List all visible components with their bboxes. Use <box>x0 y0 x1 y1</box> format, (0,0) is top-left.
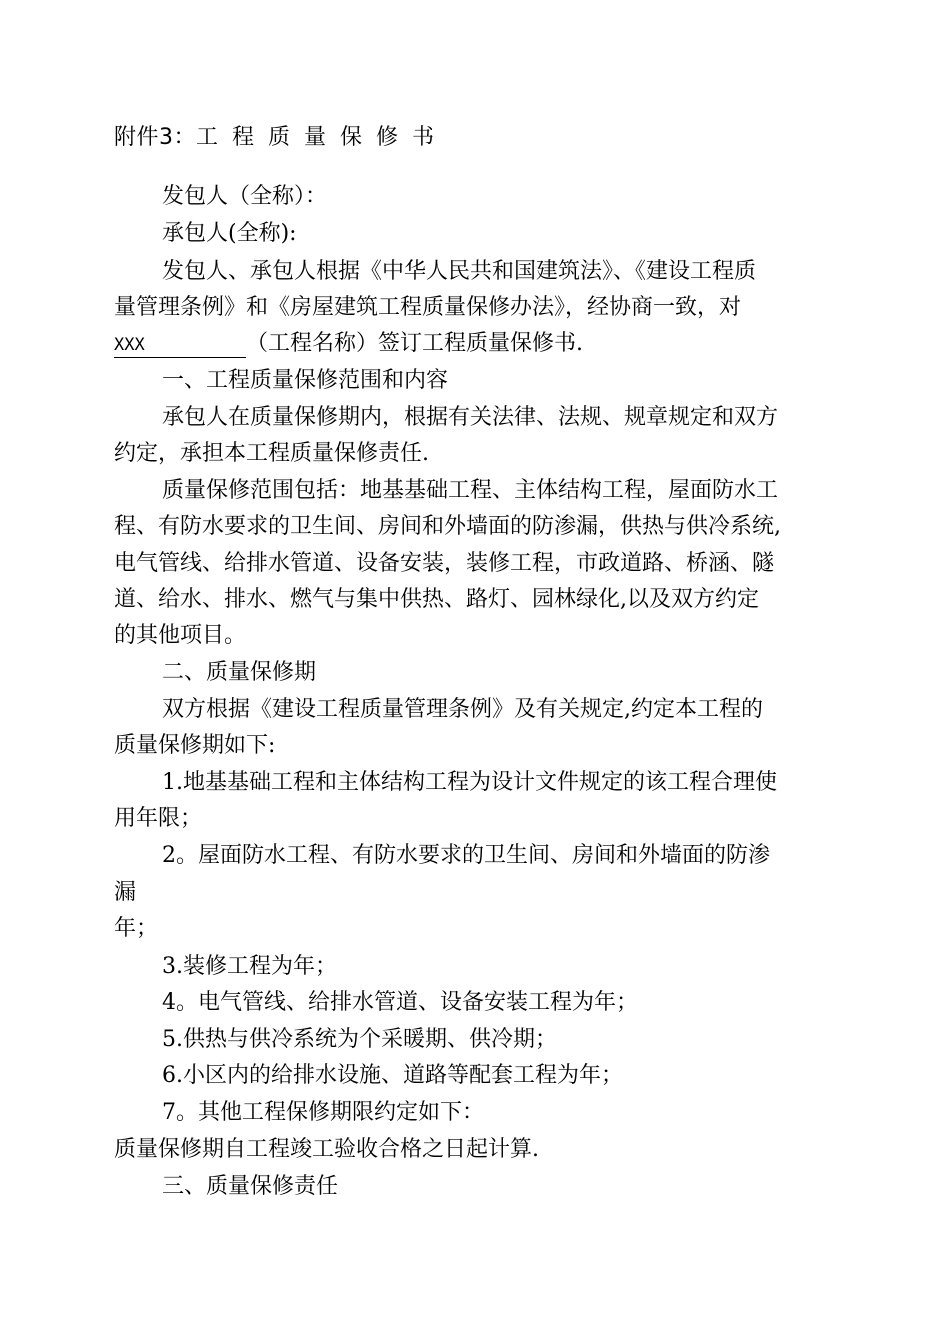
section1-p2-line4: 道、给水、排水、燃气与集中供热、路灯、园林绿化,以及双方约定 <box>114 587 759 612</box>
section2-item2-line3: 年； <box>114 916 159 941</box>
document-title <box>114 124 844 152</box>
section1-p2-line2: 程、有防水要求的卫生间、房间和外墙面的防渗漏，供热与供冷系统, <box>114 514 781 539</box>
section1-p1-line1: 承包人在质量保修期内，根据有关法律、法规、规章规定和双方 <box>162 405 779 430</box>
section2-item3: 3.装修工程为年； <box>162 954 337 979</box>
section2-item2-line2: 漏 <box>114 880 137 905</box>
section1-p1-line2: 约定，承担本工程质量保修责任. <box>114 441 429 466</box>
section1-p2-line1: 质量保修范围包括：地基基础工程、主体结构工程，屋面防水工 <box>162 478 779 503</box>
agreement-line-2: 量管理条例》和《房屋建筑工程质量保修办法》，经协商一致，对 <box>114 295 742 320</box>
section2-intro-line1: 双方根据《建设工程质量管理条例》及有关规定,约定本工程的 <box>162 697 763 722</box>
title-prefix: 附件3： <box>114 125 196 150</box>
section2-item5: 5.供热与供冷系统为个采暖期、供冷期； <box>162 1027 557 1052</box>
agreement-line-1: 发包人、承包人根据《中华人民共和国建筑法》、《建设工程质 <box>162 259 757 284</box>
project-name-blank: XXX <box>114 335 246 358</box>
section1-heading: 一、工程质量保修范围和内容 <box>162 368 449 393</box>
agreement-line-3 <box>114 330 844 358</box>
contractor-name-line: 承包人(全称): <box>162 221 297 246</box>
section3-heading: 三、质量保修责任 <box>162 1174 339 1199</box>
section2-item1-line1: 1.地基基础工程和主体结构工程为设计文件规定的该工程合理使 <box>162 770 777 795</box>
section2-closing: 质量保修期自工程竣工验收合格之日起计算. <box>114 1137 539 1162</box>
section2-item7: 7。其他工程保修期限约定如下： <box>162 1100 484 1125</box>
title-main: 工程质量保修书 <box>196 125 449 150</box>
section2-item1-line2: 用年限； <box>114 806 203 831</box>
section2-heading: 二、质量保修期 <box>162 660 317 685</box>
employer-name-line: 发包人（全称）： <box>162 184 328 209</box>
section2-intro-line2: 质量保修期如下: <box>114 733 276 758</box>
section1-p2-line5: 的其他项目。 <box>114 623 247 648</box>
section2-item2-line1: 2。屋面防水工程、有防水要求的卫生间、房间和外墙面的防渗 <box>162 843 770 868</box>
section2-item4: 4。电气管线、给排水管道、设备安装工程为年； <box>162 990 638 1015</box>
project-line-rest: （工程名称）签订工程质量保修书. <box>246 331 583 356</box>
section2-item6: 6.小区内的给排水设施、道路等配套工程为年； <box>162 1063 623 1088</box>
section1-p2-line3: 电气管线、给排水管道、设备安装，装修工程，市政道路、桥涵、隧 <box>114 551 775 576</box>
